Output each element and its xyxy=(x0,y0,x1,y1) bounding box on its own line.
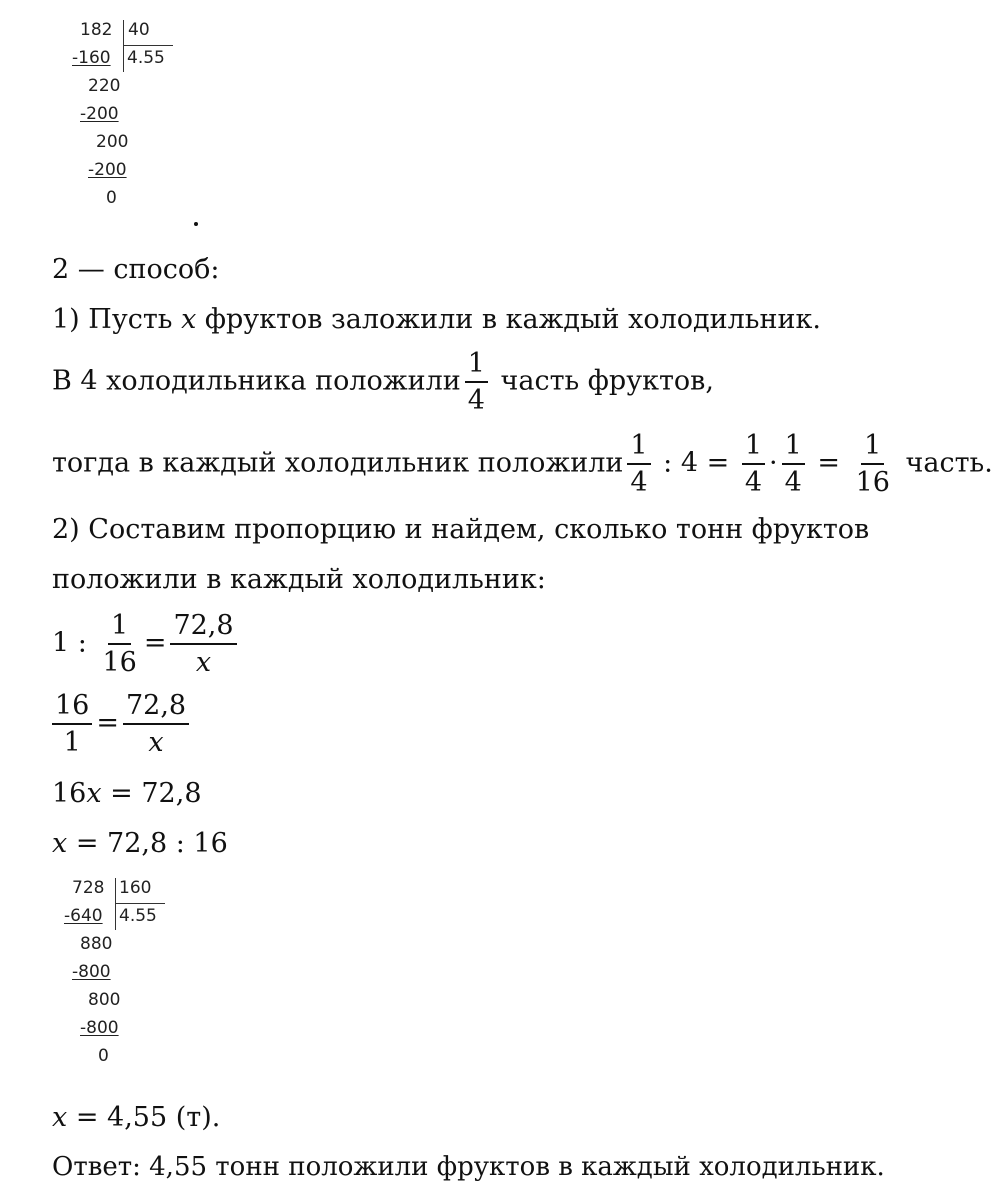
division-divider xyxy=(123,45,173,46)
division-divider xyxy=(115,878,116,930)
fraction: $\frac{72,8}{x}$ xyxy=(170,612,236,676)
equation-3: 16x = 72,8 xyxy=(52,778,202,809)
final-remainder: 0 xyxy=(98,1046,109,1066)
fraction: $\frac{1}{4}$ xyxy=(627,432,650,496)
fraction: $\frac{1}{16}$ xyxy=(855,430,890,498)
fraction: $\frac{16}{1}$ xyxy=(52,692,92,756)
subtract-step: -200 xyxy=(80,104,119,124)
subtract-step: -640 xyxy=(64,906,103,926)
step2-line2: положили в каждый холодильник: xyxy=(52,564,546,595)
equation-1: 1 : $\frac{1}{16}$ = $\frac{72,8}{x}$ xyxy=(52,612,241,676)
equation-2: $\frac{16}{1}$ = $\frac{72,8}{x}$ xyxy=(52,692,193,756)
quotient: 4.55 xyxy=(119,906,157,926)
period-mark xyxy=(194,222,198,226)
fraction: $\frac{1}{4}$ xyxy=(742,432,765,496)
answer-line: Ответ: 4,55 тонн положили фруктов в каждый холодильник. xyxy=(52,1152,885,1182)
dividend: 728 xyxy=(72,878,105,898)
result-line: x = 4,55 (т). xyxy=(52,1102,221,1133)
step1-line2: В 4 холодильника положили $\frac{1}{4}$ часть фруктов, xyxy=(52,348,714,416)
remainder-step: 880 xyxy=(80,934,113,954)
subtract-step: -800 xyxy=(72,962,111,982)
subtract-step: -200 xyxy=(88,160,127,180)
remainder-step: 800 xyxy=(88,990,121,1010)
subtract-step: -160 xyxy=(72,48,111,68)
quotient: 4.55 xyxy=(127,48,165,68)
fraction: $\frac{1}{16}$ xyxy=(102,610,137,678)
subtract-step: -800 xyxy=(80,1018,119,1038)
fraction: $\frac{1}{4}$ xyxy=(782,432,805,496)
fraction: $\frac{72,8}{x}$ xyxy=(123,692,189,756)
variable-x: x xyxy=(181,304,197,335)
remainder-step: 220 xyxy=(88,76,121,96)
equation-4: x = 72,8 : 16 xyxy=(52,828,228,859)
final-remainder: 0 xyxy=(106,188,117,208)
dividend: 182 xyxy=(80,20,113,40)
division-divider xyxy=(123,20,124,72)
step1-line3: тогда в каждый холодильник положили $\frac{1}{4}$ : 4 = $\frac{1}{4}$ · $\frac{1}{4}$ = $\frac{1}{16}$ часть. xyxy=(52,430,993,498)
divisor: 40 xyxy=(128,20,150,40)
step1-line1: 1) Пусть x фруктов заложили в каждый холодильник. xyxy=(52,304,821,335)
method-title: 2 — способ: xyxy=(52,254,220,285)
division-divider xyxy=(115,903,165,904)
divisor: 160 xyxy=(119,878,152,898)
remainder-step: 200 xyxy=(96,132,129,152)
step2-line1: 2) Составим пропорцию и найдем, сколько тонн фруктов xyxy=(52,514,870,545)
fraction: $\frac{1}{4}$ xyxy=(465,350,488,414)
